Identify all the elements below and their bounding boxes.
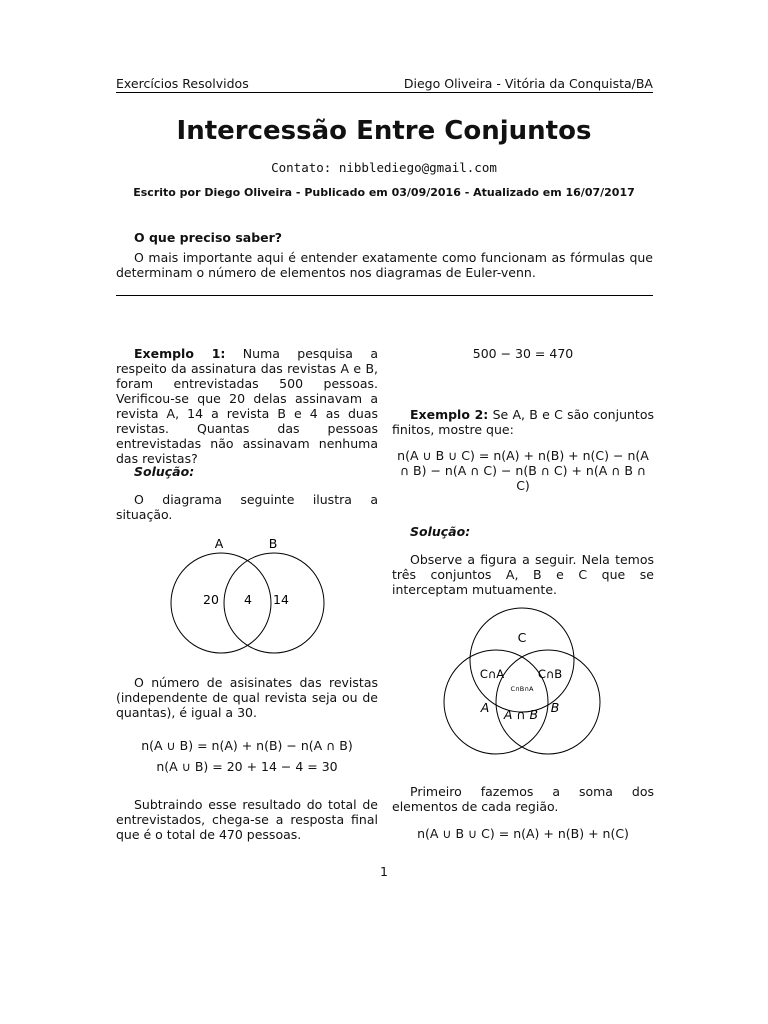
venn3-label-b: B [550, 700, 560, 715]
byline: Escrito por Diego Oliveira - Publicado em 03/09/2016 - Atualizado em 16/07/2017 [133, 186, 635, 199]
venn2-only-a-value: 20 [203, 592, 219, 607]
example2-formula: n(A ∪ B ∪ C) = n(A) + n(B) + n(C) − n(A ∩ B) − n(A ∩ C) − n(B ∩ C) + n(A ∩ B ∩ C) [397, 448, 649, 493]
example2-solution-label: Solução: [410, 524, 471, 539]
example2-paragraph [392, 407, 654, 437]
set-c-circle [470, 608, 574, 712]
intro-heading: O que preciso saber? [134, 230, 283, 245]
venn3-label-c: C [517, 630, 527, 645]
example1-paragraph [116, 346, 378, 466]
venn3-label-c-and-a: C∩A [479, 667, 505, 681]
count-paragraph: O número de asisinates das revistas (independente de qual revista seja ou de quantas), é igual a 30. [116, 675, 378, 720]
formula-union-computed: n(A ∪ B) = 20 + 14 − 4 = 30 [156, 759, 338, 774]
section-rule [116, 295, 653, 296]
formula-union-two-sets: n(A ∪ B) = n(A) + n(B) − n(A ∩ B) [141, 738, 353, 753]
venn3-label-c-b-a: C∩B∩A [510, 685, 534, 693]
venn2-label-a: A [214, 536, 224, 551]
header-rule [116, 92, 653, 93]
venn3-label-a: A [480, 700, 490, 715]
sum-paragraph: Primeiro fazemos a soma dos elementos de cada região. [392, 784, 654, 814]
sum-formula: n(A ∪ B ∪ C) = n(A) + n(B) + n(C) [417, 826, 629, 841]
venn2-intersection-value: 4 [244, 592, 252, 607]
observe-paragraph: Observe a figura a seguir. Nela temos três conjuntos A, B e C que se interceptam mutuamente. [392, 552, 654, 597]
venn2-only-b-value: 14 [273, 592, 289, 607]
venn3-label-a-and-b: A ∩ B [503, 707, 539, 722]
example1-text: Numa pesquisa a respeito da assinatura das revistas A e B, foram entrevistadas 500 pessoas. Verificou-se que 20 delas assinavam a revista A, 14 a revista B e 4 as duas revistas. Quantas das pessoas entrevistadas não assinavam nenhuma das revistas? [116, 346, 378, 466]
diagram-intro-text: O diagrama seguinte ilustra a situação. [116, 492, 378, 522]
example1-solution-label: Solução: [134, 464, 195, 479]
page-number: 1 [380, 864, 388, 879]
intro-text: O mais importante aqui é entender exatamente como funcionam as fórmulas que determinam o número de elementos nos diagramas de Euler-venn. [116, 250, 653, 280]
venn-diagram-three-sets [440, 602, 610, 762]
header-right: Diego Oliveira - Vitória da Conquista/BA [403, 76, 653, 91]
example2-label: Exemplo 2: [410, 407, 489, 422]
contact-line: Contato: nibblediego@gmail.com [271, 160, 497, 175]
result-equation: 500 − 30 = 470 [472, 346, 574, 361]
set-a-circle [171, 553, 271, 653]
venn3-label-c-and-b: C∩B [537, 667, 563, 681]
header-left: Exercícios Resolvidos [116, 76, 249, 91]
example1-label: Exemplo 1: [134, 346, 226, 361]
page-title: Intercessão Entre Conjuntos [176, 116, 592, 146]
subtract-paragraph: Subtraindo esse resultado do total de entrevistados, chega-se a resposta final que é o total de 470 pessoas. [116, 797, 378, 842]
example2-text: Se A, B e C são conjuntos finitos, mostre que: [392, 407, 654, 437]
venn-diagram-two-sets [160, 530, 335, 655]
venn2-label-b: B [268, 536, 278, 551]
